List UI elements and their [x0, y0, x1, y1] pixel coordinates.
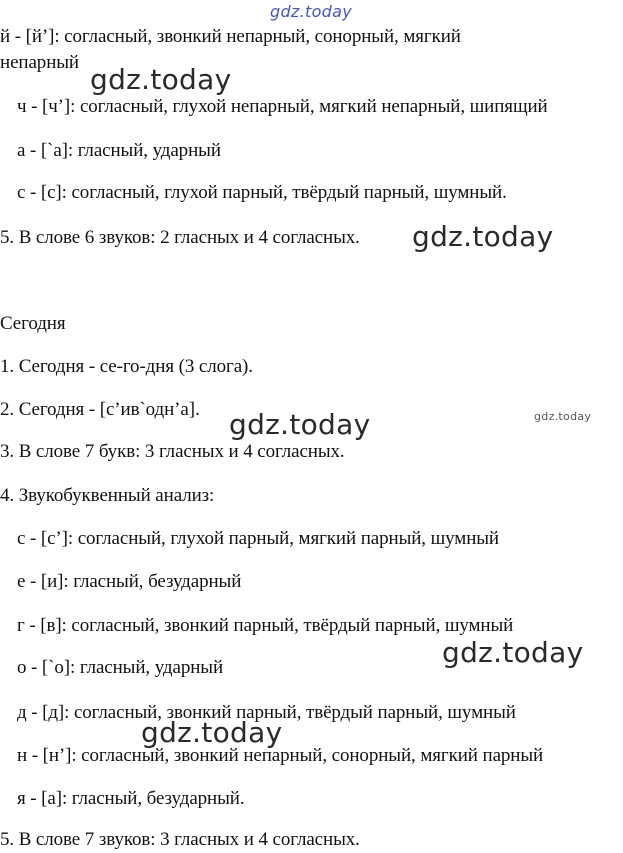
watermark: gdz.today: [90, 63, 232, 96]
watermark-top: gdz.today: [270, 2, 352, 21]
text-line: ч - [ч’]: согласный, глухой непарный, мягкий непарный, шипящий: [17, 96, 548, 117]
text-line: 5. В слове 6 звуков: 2 гласных и 4 согласных.: [0, 227, 360, 248]
text-line: непарный: [0, 52, 80, 73]
text-line: й - [й’]: согласный, звонкий непарный, сонорный, мягкий: [0, 26, 461, 47]
text-line: 5. В слове 7 звуков: 3 гласных и 4 согласных.: [0, 829, 360, 850]
text-line: я - [а]: гласный, безударный.: [17, 788, 245, 809]
text-line: с - [с’]: согласный, глухой парный, мягкий парный, шумный: [17, 528, 500, 549]
watermark: gdz.today: [229, 408, 371, 441]
text-line: 1. Сегодня - се-го-дня (3 слога).: [0, 356, 253, 377]
watermark: gdz.today: [412, 220, 554, 253]
text-line: о - [`о]: гласный, ударный: [17, 657, 224, 678]
text-line: д - [д]: согласный, звонкий парный, твёрдый парный, шумный: [17, 702, 516, 723]
text-line: н - [н’]: согласный, звонкий непарный, сонорный, мягкий парный: [17, 745, 544, 766]
watermark-small: gdz.today: [534, 410, 592, 423]
text-line: 4. Звукобуквенный анализ:: [0, 485, 215, 506]
text-line: е - [и]: гласный, безударный: [17, 571, 242, 592]
text-line: 3. В слове 7 букв: 3 гласных и 4 согласных.: [0, 441, 345, 462]
text-line: с - [с]: согласный, глухой парный, твёрдый парный, шумный.: [17, 182, 507, 203]
section-heading: Сегодня: [0, 313, 66, 334]
text-line: г - [в]: согласный, звонкий парный, твёрдый парный, шумный: [17, 615, 514, 636]
text-line: 2. Сегодня - [с’ив`одн’а].: [0, 399, 200, 420]
text-line: а - [`а]: гласный, ударный: [17, 140, 221, 161]
watermark: gdz.today: [141, 716, 283, 749]
watermark: gdz.today: [442, 636, 584, 669]
